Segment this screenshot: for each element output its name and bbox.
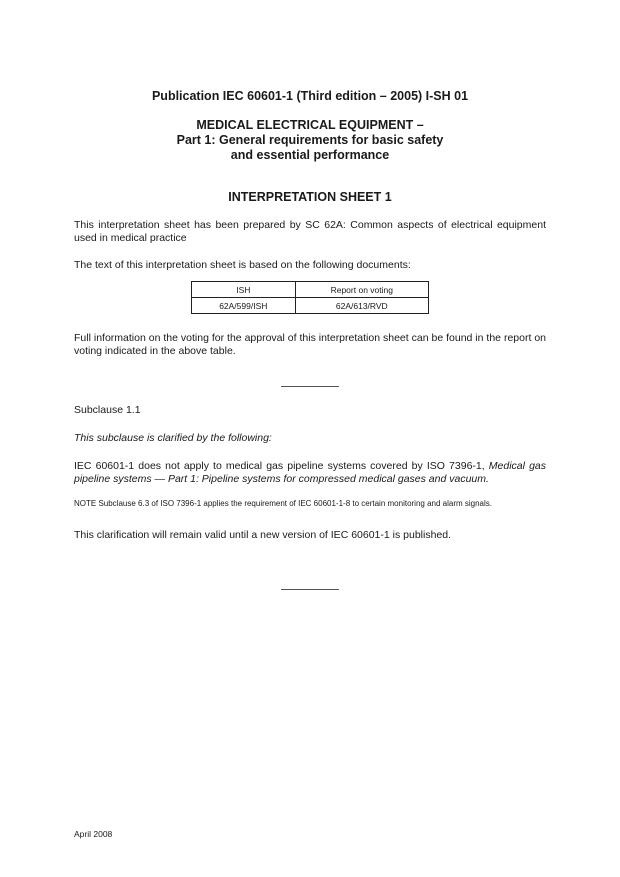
subclause-heading: Subclause 1.1 <box>74 404 141 416</box>
clarification-intro: This subclause is clarified by the following: <box>74 432 272 444</box>
table-row <box>192 298 429 314</box>
voting-info-paragraph: Full information on the voting for the approval of this interpretation sheet can be found in the report on voting indicated in the above table. <box>74 332 546 357</box>
note-paragraph: NOTE Subclause 6.3 of ISO 7396-1 applies the requirement of IEC 60601-1-8 to certain monitoring and alarm signals. <box>74 499 493 508</box>
end-divider <box>281 589 339 590</box>
validity-paragraph: This clarification will remain valid until a new version of IEC 60601-1 is published. <box>74 529 452 541</box>
publication-title: Publication IEC 60601-1 (Third edition – 2005) I-SH 01 <box>151 89 469 103</box>
statement-text: IEC 60601-1 does not apply to medical gas pipeline systems covered by ISO 7396-1, <box>74 460 489 472</box>
title-line-2: Part 1: General requirements for basic safety <box>176 133 444 147</box>
footer-date: April 2008 <box>74 829 113 839</box>
based-on-paragraph: The text of this interpretation sheet is based on the following documents: <box>74 259 411 271</box>
documents-table <box>191 281 429 314</box>
statement-standard-title: Medical gas pipeline systems — Part 1: Pipeline systems for compressed medical gases and vacuum. <box>74 460 547 485</box>
section-divider <box>281 386 339 387</box>
title-line-3: and essential performance <box>230 148 390 162</box>
statement-paragraph <box>74 460 546 485</box>
table-header-report: Report on voting <box>295 282 428 298</box>
prepared-by-paragraph: This interpretation sheet has been prepared by SC 62A: Common aspects of electrical equipment used in medical practice <box>74 219 546 244</box>
title-line-1: MEDICAL ELECTRICAL EQUIPMENT – <box>196 118 424 132</box>
table-cell-ish: 62A/599/ISH <box>192 298 296 314</box>
document-title <box>0 118 620 163</box>
table-header-row <box>192 282 429 298</box>
table-cell-rvd: 62A/613/RVD <box>295 298 428 314</box>
table-header-ish: ISH <box>192 282 296 298</box>
interpretation-sheet-title: INTERPRETATION SHEET 1 <box>228 190 392 204</box>
